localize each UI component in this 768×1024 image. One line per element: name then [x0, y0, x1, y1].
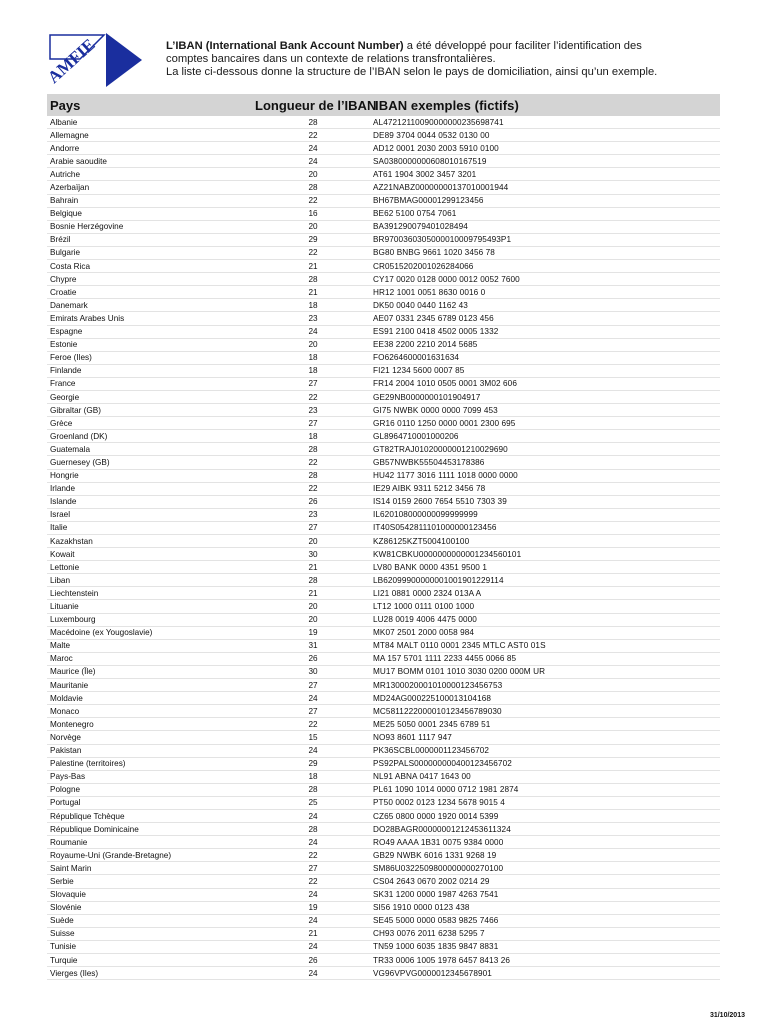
- cell-iban: PS92PALS000000000400123456702: [373, 759, 512, 769]
- cell-iban: LI21 0881 0000 2324 013A A: [373, 588, 482, 598]
- cell-longueur: 20: [308, 222, 318, 232]
- table-row: [47, 967, 720, 980]
- table-row: [47, 404, 720, 417]
- cell-pays: Mauritanie: [50, 680, 89, 690]
- cell-pays: Italie: [50, 523, 68, 533]
- cell-pays: Maroc: [50, 654, 73, 664]
- intro-line2: comptes bancaires dans un contexte de relations transfrontalières.: [166, 53, 496, 65]
- cell-iban: IL620108000000099999999: [373, 510, 478, 520]
- cell-longueur: 18: [308, 431, 318, 441]
- cell-longueur: 28: [308, 575, 318, 585]
- table-row: [47, 731, 720, 744]
- table-row: [47, 745, 720, 758]
- cell-pays: Liechtenstein: [50, 588, 99, 598]
- cell-pays: Liban: [50, 575, 71, 585]
- cell-longueur: 22: [308, 392, 318, 402]
- cell-pays: Chypre: [50, 274, 77, 284]
- cell-longueur: 16: [308, 209, 318, 219]
- cell-iban: MU17 BOMM 0101 1010 3030 0200 000M UR: [373, 667, 546, 677]
- cell-pays: Danemark: [50, 300, 88, 310]
- cell-pays: Georgie: [50, 392, 80, 402]
- table-row: [47, 862, 720, 875]
- table-row: [47, 522, 720, 535]
- cell-longueur: 27: [308, 379, 318, 389]
- cell-longueur: 23: [308, 313, 318, 323]
- cell-iban: LV80 BANK 0000 4351 9500 1: [373, 562, 487, 572]
- cell-longueur: 27: [308, 706, 318, 716]
- table-row: [47, 221, 720, 234]
- cell-pays: Arabie saoudite: [50, 156, 107, 166]
- cell-pays: Palestine (territoires): [50, 759, 126, 769]
- table-row: [47, 902, 720, 915]
- table-row: [47, 365, 720, 378]
- cell-pays: Tunisie: [50, 942, 77, 952]
- cell-pays: Irlande: [50, 484, 76, 494]
- table-row: [47, 260, 720, 273]
- cell-iban: CR0515202001026284066: [373, 261, 474, 271]
- table-row: [47, 129, 720, 142]
- table-row: [47, 181, 720, 194]
- cell-iban: KZ86125KZT5004100100: [373, 536, 470, 546]
- cell-pays: Norvège: [50, 732, 81, 742]
- cell-longueur: 22: [308, 850, 318, 860]
- cell-pays: Montenegro: [50, 719, 94, 729]
- cell-longueur: 18: [308, 772, 318, 782]
- cell-longueur: 30: [308, 549, 318, 559]
- cell-pays: Groenland (DK): [50, 431, 108, 441]
- table-row: [47, 470, 720, 483]
- cell-pays: Croatie: [50, 287, 77, 297]
- cell-pays: Lituanie: [50, 602, 79, 612]
- table-row: [47, 299, 720, 312]
- cell-longueur: 19: [308, 628, 318, 638]
- cell-longueur: 20: [308, 536, 318, 546]
- cell-iban: NO93 8601 1117 947: [373, 732, 452, 742]
- cell-iban: BG80 BNBG 9661 1020 3456 78: [373, 248, 495, 258]
- cell-pays: Portugal: [50, 798, 81, 808]
- cell-iban: GT82TRAJ01020000001210029690: [373, 444, 508, 454]
- cell-pays: Kowait: [50, 549, 75, 559]
- cell-longueur: 28: [308, 824, 318, 834]
- cell-pays: Andorre: [50, 143, 80, 153]
- cell-iban: CY17 0020 0128 0000 0012 0052 7600: [373, 274, 520, 284]
- cell-iban: AE07 0331 2345 6789 0123 456: [373, 313, 494, 323]
- table-row: [47, 849, 720, 862]
- cell-pays: Suisse: [50, 929, 75, 939]
- cell-iban: GR16 0110 1250 0000 0001 2300 695: [373, 418, 516, 428]
- cell-longueur: 28: [308, 183, 318, 193]
- cell-iban: IT40S0542811101000000123456: [373, 523, 497, 533]
- table-row: [47, 587, 720, 600]
- cell-iban: AL47212110090000000235698741: [373, 117, 504, 127]
- cell-pays: Pologne: [50, 785, 81, 795]
- cell-iban: NL91 ABNA 0417 1643 00: [373, 772, 471, 782]
- cell-iban: BR9700360305000010009795493P1: [373, 235, 512, 245]
- logo-text: AMFIE: [44, 34, 99, 87]
- cell-longueur: 21: [308, 929, 318, 939]
- cell-iban: AT61 1904 3002 3457 3201: [373, 169, 477, 179]
- table-row: [47, 797, 720, 810]
- cell-iban: SI56 1910 0000 0123 438: [373, 903, 470, 913]
- table-row: [47, 496, 720, 509]
- cell-pays: Saint Marin: [50, 863, 92, 873]
- cell-pays: Macédoine (ex Yougoslavie): [50, 628, 153, 638]
- cell-longueur: 22: [308, 484, 318, 494]
- cell-iban: BH67BMAG00001299123456: [373, 196, 484, 206]
- cell-longueur: 20: [308, 602, 318, 612]
- cell-longueur: 24: [308, 942, 318, 952]
- table-row: [47, 679, 720, 692]
- table-row: [47, 600, 720, 613]
- intro-line3: La liste ci-dessous donne la structure de l’IBAN selon le pays de domiciliation, ainsi qu’un exemple.: [166, 66, 658, 78]
- table-row: [47, 836, 720, 849]
- cell-pays: Maurice (Île): [50, 667, 96, 677]
- cell-pays: Israel: [50, 510, 71, 520]
- cell-longueur: 20: [308, 340, 318, 350]
- header-iban: IBAN exemples (fictifs): [375, 97, 519, 113]
- cell-iban: LU28 0019 4006 4475 0000: [373, 615, 477, 625]
- cell-longueur: 21: [308, 588, 318, 598]
- cell-longueur: 21: [308, 287, 318, 297]
- table-row: [47, 339, 720, 352]
- cell-iban: MR1300020001010000123456753: [373, 680, 503, 690]
- cell-iban: ME25 5050 0001 2345 6789 51: [373, 719, 491, 729]
- cell-iban: CH93 0076 2011 6238 5295 7: [373, 929, 485, 939]
- table-row: [47, 195, 720, 208]
- cell-iban: FI21 1234 5600 0007 85: [373, 366, 465, 376]
- cell-longueur: 27: [308, 680, 318, 690]
- cell-pays: Albanie: [50, 117, 78, 127]
- cell-longueur: 26: [308, 955, 318, 965]
- cell-iban: SK31 1200 0000 1987 4263 7541: [373, 890, 499, 900]
- table-row: [47, 430, 720, 443]
- table-row: [47, 810, 720, 823]
- cell-iban: LB62099900000001001901229114: [373, 575, 504, 585]
- cell-longueur: 21: [308, 261, 318, 271]
- table-row: [47, 548, 720, 561]
- cell-pays: Serbie: [50, 876, 74, 886]
- cell-longueur: 18: [308, 300, 318, 310]
- cell-longueur: 29: [308, 759, 318, 769]
- cell-longueur: 24: [308, 916, 318, 926]
- cell-longueur: 23: [308, 405, 318, 415]
- cell-iban: HR12 1001 0051 8630 0016 0: [373, 287, 486, 297]
- cell-iban: AD12 0001 2030 2003 5910 0100: [373, 143, 499, 153]
- cell-iban: MC5811222000010123456789030: [373, 706, 502, 716]
- table-body: [47, 116, 720, 980]
- cell-iban: GB57NWBK55504453178386: [373, 457, 485, 467]
- cell-pays: Malte: [50, 641, 71, 651]
- cell-longueur: 28: [308, 785, 318, 795]
- cell-longueur: 27: [308, 418, 318, 428]
- amfie-logo: [44, 28, 148, 92]
- cell-iban: DK50 0040 0440 1162 43: [373, 300, 468, 310]
- cell-pays: Costa Rica: [50, 261, 91, 271]
- table-row: [47, 915, 720, 928]
- table-row: [47, 823, 720, 836]
- table-row: [47, 614, 720, 627]
- cell-pays: Bulgarie: [50, 248, 81, 258]
- cell-pays: Feroe (Iles): [50, 353, 92, 363]
- intro-title: L’IBAN (International Bank Account Number): [166, 40, 404, 52]
- table-row: [47, 378, 720, 391]
- cell-iban: EE38 2200 2210 2014 5685: [373, 340, 478, 350]
- cell-longueur: 20: [308, 169, 318, 179]
- table-row: [47, 535, 720, 548]
- cell-iban: BE62 5100 0754 7061: [373, 209, 457, 219]
- cell-longueur: 23: [308, 510, 318, 520]
- cell-pays: Lettonie: [50, 562, 80, 572]
- footer-date: 31/10/2013: [709, 1012, 745, 1019]
- cell-longueur: 26: [308, 497, 318, 507]
- cell-longueur: 27: [308, 523, 318, 533]
- cell-longueur: 26: [308, 654, 318, 664]
- table-row: [47, 718, 720, 731]
- table-row: [47, 443, 720, 456]
- table-row: [47, 653, 720, 666]
- table-row: [47, 928, 720, 941]
- cell-longueur: 24: [308, 811, 318, 821]
- intro-text: [166, 40, 726, 79]
- cell-iban: PT50 0002 0123 1234 5678 9015 4: [373, 798, 505, 808]
- cell-longueur: 28: [308, 471, 318, 481]
- cell-pays: Emirats Arabes Unis: [50, 313, 125, 323]
- cell-pays: Slovaquie: [50, 890, 86, 900]
- table-row: [47, 954, 720, 967]
- cell-longueur: 22: [308, 130, 318, 140]
- cell-longueur: 22: [308, 196, 318, 206]
- cell-iban: MT84 MALT 0110 0001 2345 MTLC AST0 01S: [373, 641, 546, 651]
- table-row: [47, 456, 720, 469]
- cell-longueur: 27: [308, 863, 318, 873]
- cell-pays: Royaume-Uni (Grande-Bretagne): [50, 850, 172, 860]
- cell-iban: PK36SCBL0000001123456702: [373, 746, 490, 756]
- table-row: [47, 574, 720, 587]
- table-row: [47, 247, 720, 260]
- iban-table: [47, 94, 720, 980]
- cell-iban: VG96VPVG0000012345678901: [373, 968, 492, 978]
- cell-longueur: 24: [308, 746, 318, 756]
- cell-longueur: 20: [308, 615, 318, 625]
- cell-longueur: 18: [308, 353, 318, 363]
- cell-iban: GE29NB0000000101904917: [373, 392, 481, 402]
- cell-pays: Pakistan: [50, 746, 82, 756]
- table-row: [47, 273, 720, 286]
- cell-pays: Bahrain: [50, 196, 79, 206]
- cell-longueur: 22: [308, 719, 318, 729]
- cell-pays: Suède: [50, 916, 74, 926]
- table-row: [47, 155, 720, 168]
- cell-pays: Espagne: [50, 327, 83, 337]
- cell-pays: Moldavie: [50, 693, 83, 703]
- cell-longueur: 18: [308, 366, 318, 376]
- table-row: [47, 627, 720, 640]
- header-longueur: Longueur de l’IBAN: [255, 97, 377, 113]
- table-row: [47, 666, 720, 679]
- cell-longueur: 24: [308, 693, 318, 703]
- table-row: [47, 142, 720, 155]
- cell-iban: SM86U0322509800000000270100: [373, 863, 504, 873]
- cell-iban: RO49 AAAA 1B31 0075 9384 0000: [373, 837, 504, 847]
- cell-longueur: 24: [308, 837, 318, 847]
- cell-pays: Islande: [50, 497, 77, 507]
- cell-longueur: 15: [308, 732, 318, 742]
- cell-iban: MK07 2501 2000 0058 984: [373, 628, 475, 638]
- cell-pays: République Tchèque: [50, 811, 125, 821]
- cell-longueur: 24: [308, 968, 318, 978]
- cell-pays: Belgique: [50, 209, 82, 219]
- table-row: [47, 758, 720, 771]
- cell-pays: Gibraltar (GB): [50, 405, 101, 415]
- cell-pays: Estonie: [50, 340, 78, 350]
- cell-iban: GB29 NWBK 6016 1331 9268 19: [373, 850, 497, 860]
- cell-iban: GI75 NWBK 0000 0000 7099 453: [373, 405, 498, 415]
- cell-longueur: 22: [308, 248, 318, 258]
- cell-longueur: 19: [308, 903, 318, 913]
- table-row: [47, 705, 720, 718]
- intro-line1: a été développé pour faciliter l’identification des: [403, 40, 642, 52]
- cell-iban: LT12 1000 0111 0100 1000: [373, 602, 475, 612]
- cell-pays: Slovénie: [50, 903, 82, 913]
- table-row: [47, 208, 720, 221]
- table-row: [47, 640, 720, 653]
- cell-iban: SA0380000000608010167519: [373, 156, 487, 166]
- table-row: [47, 326, 720, 339]
- table-row: [47, 352, 720, 365]
- cell-pays: Brézil: [50, 235, 71, 245]
- table-row: [47, 889, 720, 902]
- cell-iban: ES91 2100 0418 4502 0005 1332: [373, 327, 499, 337]
- cell-iban: PL61 1090 1014 0000 0712 1981 2874: [373, 785, 519, 795]
- table-row: [47, 483, 720, 496]
- cell-longueur: 28: [308, 117, 318, 127]
- cell-pays: Grèce: [50, 418, 73, 428]
- cell-pays: Guatemala: [50, 444, 91, 454]
- cell-longueur: 30: [308, 667, 318, 677]
- table-row: [47, 692, 720, 705]
- cell-pays: Autriche: [50, 169, 81, 179]
- cell-iban: TN59 1000 6035 1835 9847 8831: [373, 942, 499, 952]
- cell-pays: France: [50, 379, 76, 389]
- cell-pays: Hongrie: [50, 471, 79, 481]
- table-row: [47, 286, 720, 299]
- header-pays: Pays: [50, 97, 81, 113]
- table-row: [47, 941, 720, 954]
- cell-longueur: 29: [308, 235, 318, 245]
- cell-iban: KW81CBKU0000000000001234560101: [373, 549, 522, 559]
- table-row: [47, 771, 720, 784]
- cell-iban: MD24AG000225100013104168: [373, 693, 492, 703]
- cell-pays: Guernesey (GB): [50, 457, 110, 467]
- table-row: [47, 234, 720, 247]
- cell-iban: AZ21NABZ00000000137010001944: [373, 183, 509, 193]
- table-header: [47, 94, 720, 116]
- cell-pays: Turquie: [50, 955, 78, 965]
- cell-pays: Pays-Bas: [50, 772, 86, 782]
- cell-iban: MA 157 5701 1111 2233 4455 0066 85: [373, 654, 517, 664]
- table-row: [47, 116, 720, 129]
- cell-pays: Luxembourg: [50, 615, 96, 625]
- cell-longueur: 25: [308, 798, 318, 808]
- cell-longueur: 24: [308, 156, 318, 166]
- table-row: [47, 312, 720, 325]
- cell-longueur: 28: [308, 274, 318, 284]
- cell-pays: Roumanie: [50, 837, 88, 847]
- cell-pays: Bosnie Herzégovine: [50, 222, 124, 232]
- cell-longueur: 31: [308, 641, 318, 651]
- cell-iban: SE45 5000 0000 0583 9825 7466: [373, 916, 499, 926]
- cell-pays: Kazakhstan: [50, 536, 93, 546]
- cell-longueur: 22: [308, 876, 318, 886]
- cell-pays: Azerbaïjan: [50, 183, 90, 193]
- table-row: [47, 168, 720, 181]
- table-row: [47, 784, 720, 797]
- cell-iban: FR14 2004 1010 0505 0001 3M02 606: [373, 379, 517, 389]
- table-row: [47, 875, 720, 888]
- cell-iban: TR33 0006 1005 1978 6457 8413 26: [373, 955, 511, 965]
- cell-longueur: 24: [308, 890, 318, 900]
- cell-iban: CS04 2643 0670 2002 0214 29: [373, 876, 490, 886]
- cell-longueur: 22: [308, 457, 318, 467]
- cell-pays: Finlande: [50, 366, 82, 376]
- cell-pays: Allemagne: [50, 130, 89, 140]
- cell-pays: Vierges (Iles): [50, 968, 99, 978]
- cell-iban: FO6264600001631634: [373, 353, 460, 363]
- cell-longueur: 24: [308, 327, 318, 337]
- table-row: [47, 509, 720, 522]
- table-row: [47, 417, 720, 430]
- cell-iban: IS14 0159 2600 7654 5510 7303 39: [373, 497, 507, 507]
- cell-iban: IE29 AIBK 9311 5212 3456 78: [373, 484, 486, 494]
- cell-longueur: 21: [308, 562, 318, 572]
- cell-iban: DE89 3704 0044 0532 0130 00: [373, 130, 490, 140]
- cell-iban: CZ65 0800 0000 1920 0014 5399: [373, 811, 499, 821]
- cell-longueur: 24: [308, 143, 318, 153]
- cell-iban: GL8964710001000206: [373, 431, 459, 441]
- table-row: [47, 561, 720, 574]
- cell-iban: HU42 1177 3016 1111 1018 0000 0000: [373, 471, 518, 481]
- cell-iban: DO28BAGR00000001212453611324: [373, 824, 511, 834]
- cell-iban: BA391290079401028494: [373, 222, 468, 232]
- table-row: [47, 391, 720, 404]
- cell-pays: Monaco: [50, 706, 80, 716]
- cell-longueur: 28: [308, 444, 318, 454]
- cell-pays: République Dominicaine: [50, 824, 139, 834]
